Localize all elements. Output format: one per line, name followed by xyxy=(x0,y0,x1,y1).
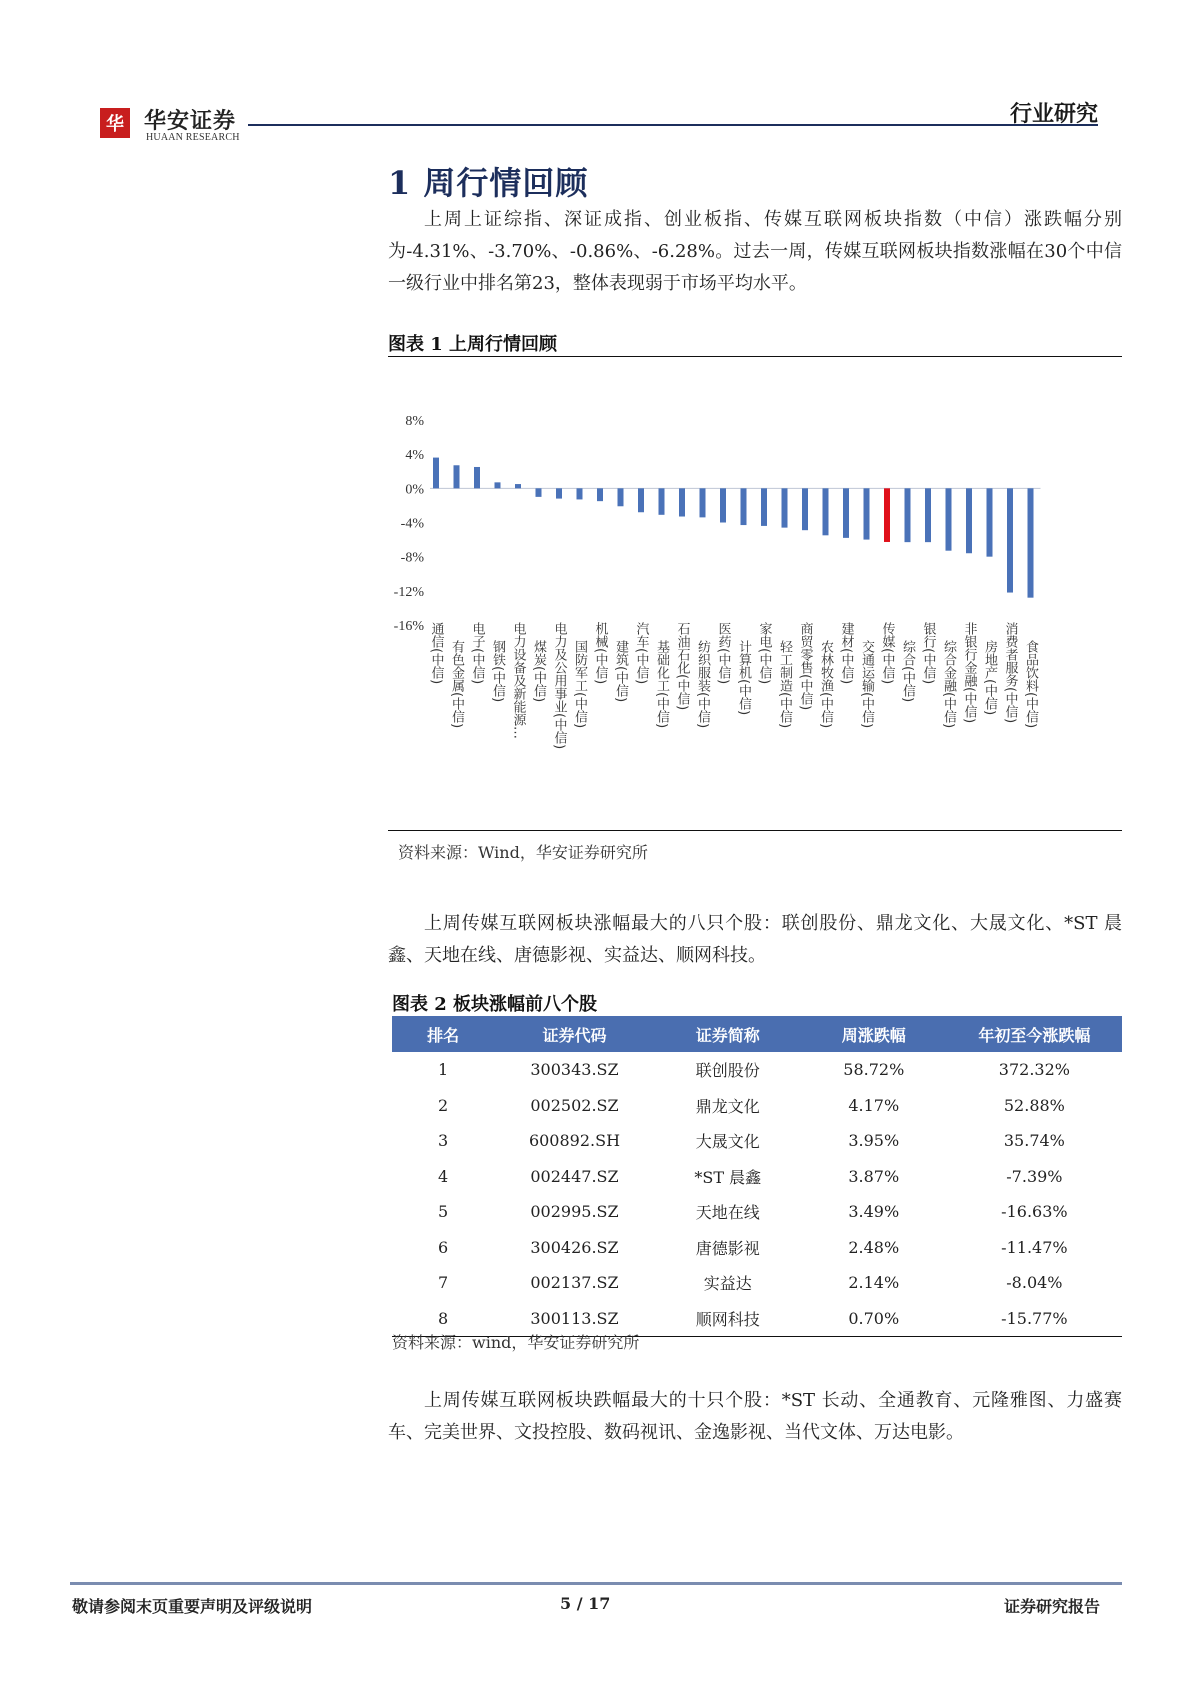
x-tick-label: 石油石化(中信) xyxy=(674,622,690,711)
table-row xyxy=(392,1230,1122,1266)
cell-rank: 2 xyxy=(438,1095,449,1115)
figure1-source: 资料来源：Wind，华安证券研究所 xyxy=(398,843,648,862)
col-week-change: 周涨跌幅 xyxy=(801,1016,947,1052)
bar-石油石化(中信) xyxy=(679,488,685,516)
table-row xyxy=(392,1052,1122,1088)
x-tick-label: 综合(中信) xyxy=(900,640,915,703)
cell-week: 3.87% xyxy=(848,1166,900,1186)
header-rule xyxy=(248,124,1098,126)
brand-logo: 华 xyxy=(100,108,130,138)
footer-disclaimer: 敬请参阅末页重要声明及评级说明 xyxy=(72,1597,313,1616)
brand-name-en: HUAAN RESEARCH xyxy=(146,132,240,143)
figure1-top-rule xyxy=(388,356,1122,357)
table-row xyxy=(392,1088,1122,1124)
x-tick-label: 建筑(中信) xyxy=(613,640,628,703)
bar-交通运输(中信) xyxy=(864,488,870,539)
cell-week: 2.14% xyxy=(848,1273,900,1293)
cell-name: *ST 晨鑫 xyxy=(694,1167,762,1187)
footer-rule xyxy=(70,1582,1122,1585)
cell-code: 300113.SZ xyxy=(494,1301,655,1337)
cell-week: 4.17% xyxy=(848,1095,900,1115)
bar-电子(中信) xyxy=(474,467,480,488)
figure1-title: 图表 1 上周行情回顾 xyxy=(388,334,558,355)
bar-电力设备及新能源… xyxy=(515,484,521,488)
cell-rank: 7 xyxy=(438,1273,449,1293)
cell-code: 002447.SZ xyxy=(530,1166,619,1186)
bar-传媒(中信) xyxy=(884,488,890,542)
cell-name: 实益达 xyxy=(703,1274,752,1294)
bar-机械(中信) xyxy=(597,488,603,501)
cell-ytd: 52.88% xyxy=(1003,1095,1065,1115)
cell-week: 0.70% xyxy=(801,1301,947,1337)
x-tick-label: 国防军工(中信) xyxy=(572,640,587,729)
col-rank: 排名 xyxy=(392,1016,494,1052)
bar-建材(中信) xyxy=(843,488,849,538)
intro-paragraph xyxy=(388,204,1122,300)
bar-商贸零售(中信) xyxy=(802,488,808,530)
cell-rank: 6 xyxy=(438,1237,449,1257)
bar-通信(中信) xyxy=(433,458,439,489)
cell-name: 鼎龙文化 xyxy=(695,1096,760,1116)
top-losers-paragraph xyxy=(388,1385,1122,1449)
cell-rank: 1 xyxy=(438,1060,449,1080)
cell-rank: 4 xyxy=(438,1166,449,1186)
figure2-source: 资料来源：wind，华安证券研究所 xyxy=(392,1333,640,1352)
y-tick-label: -4% xyxy=(400,516,424,532)
cell-rank: 5 xyxy=(438,1202,449,1222)
cell-week: 3.49% xyxy=(848,1202,900,1222)
cell-name: 唐德影视 xyxy=(695,1238,760,1258)
bar-电力及公用事业(中信) xyxy=(556,488,562,498)
bar-纺织服装(中信) xyxy=(700,488,706,517)
bar-银行(中信) xyxy=(925,488,931,542)
x-tick-label: 食品饮料(中信) xyxy=(1023,640,1038,729)
col-name: 证券简称 xyxy=(655,1016,801,1052)
bar-综合金融(中信) xyxy=(946,488,952,550)
page-number: 5 / 17 xyxy=(560,1594,611,1613)
x-tick-label: 电子(中信) xyxy=(469,622,485,685)
x-tick-label: 通信(中信) xyxy=(428,622,444,685)
cell-code: 600892.SH xyxy=(528,1131,621,1151)
bar-煤炭(中信) xyxy=(536,488,542,497)
cell-name: 天地在线 xyxy=(695,1203,760,1223)
x-tick-label: 轻工制造(中信) xyxy=(777,640,792,729)
cell-week: 2.48% xyxy=(848,1237,900,1257)
table-header-row xyxy=(392,1016,1122,1052)
y-tick-label: -12% xyxy=(393,584,424,600)
cell-code: 002137.SZ xyxy=(530,1273,619,1293)
brand-name-cn: 华安证券 xyxy=(144,108,237,134)
bar-食品饮料(中信) xyxy=(1028,488,1034,597)
cell-ytd: -11.47% xyxy=(1001,1237,1068,1257)
figure1-bottom-rule xyxy=(388,830,1122,831)
section-title: 1 周行情回顾 xyxy=(388,164,589,202)
report-type: 行业研究 xyxy=(1009,101,1098,127)
cell-ytd: -7.39% xyxy=(1006,1166,1063,1186)
figure2-title: 图表 2 板块涨幅前八个股 xyxy=(392,994,598,1015)
y-tick-label: 4% xyxy=(405,448,424,464)
cell-rank: 3 xyxy=(438,1131,449,1151)
bar-非银行金融(中信) xyxy=(966,488,972,553)
bar-计算机(中信) xyxy=(741,488,747,525)
col-ytd-change: 年初至今涨跌幅 xyxy=(947,1016,1122,1052)
bar-房地产(中信) xyxy=(987,488,993,556)
industry-return-chart xyxy=(388,392,1122,822)
x-tick-label: 基础化工(中信) xyxy=(654,640,669,729)
x-tick-label: 医药(中信) xyxy=(715,622,731,685)
table-row xyxy=(392,1123,1122,1159)
cell-name: 顺网科技 xyxy=(655,1301,801,1337)
bar-农林牧渔(中信) xyxy=(823,488,829,535)
cell-ytd: 372.32% xyxy=(998,1060,1070,1080)
bar-轻工制造(中信) xyxy=(782,488,788,527)
x-tick-label: 商贸零售(中信) xyxy=(797,622,813,711)
top-gainers-table xyxy=(392,1016,1122,1337)
y-tick-label: 8% xyxy=(405,414,424,429)
x-tick-label: 电力设备及新能源… xyxy=(510,622,526,739)
top-gainers-text: 上周传媒互联网板块涨幅最大的八只个股：联创股份、鼎龙文化、大晟文化、*ST 晨鑫、天地在线、唐德影视、实益达、顺网科技。 xyxy=(388,913,1122,966)
bar-医药(中信) xyxy=(720,488,726,522)
y-tick-label: 0% xyxy=(405,482,424,498)
table-row xyxy=(392,1159,1122,1195)
bar-国防军工(中信) xyxy=(577,488,583,499)
x-tick-label: 建材(中信) xyxy=(838,622,854,685)
x-tick-label: 农林牧渔(中信) xyxy=(818,640,833,729)
x-tick-label: 交通运输(中信) xyxy=(859,640,874,729)
table-row xyxy=(392,1194,1122,1230)
x-tick-label: 计算机(中信) xyxy=(736,640,751,716)
top-gainers-paragraph xyxy=(388,908,1122,972)
y-tick-label: -16% xyxy=(393,619,424,634)
cell-ytd: -8.04% xyxy=(1006,1273,1063,1293)
cell-rank: 8 xyxy=(392,1301,494,1337)
cell-name: 联创股份 xyxy=(695,1061,760,1081)
bar-基础化工(中信) xyxy=(659,488,665,514)
cell-code: 002502.SZ xyxy=(530,1095,619,1115)
col-code: 证券代码 xyxy=(494,1016,655,1052)
x-tick-label: 纺织服装(中信) xyxy=(695,640,710,729)
x-tick-label: 非银行金融(中信) xyxy=(961,622,977,724)
x-tick-label: 有色金属(中信) xyxy=(449,640,464,729)
cell-ytd: -16.63% xyxy=(1001,1202,1068,1222)
x-tick-label: 机械(中信) xyxy=(592,622,608,685)
cell-name: 大晟文化 xyxy=(695,1132,760,1152)
y-tick-label: -8% xyxy=(400,550,424,566)
cell-code: 002995.SZ xyxy=(530,1202,619,1222)
x-tick-label: 钢铁(中信) xyxy=(490,640,505,703)
x-tick-label: 汽车(中信) xyxy=(633,622,649,685)
table-row xyxy=(392,1265,1122,1301)
x-tick-label: 传媒(中信) xyxy=(879,622,895,685)
bar-钢铁(中信) xyxy=(495,482,501,488)
cell-ytd: 35.74% xyxy=(1003,1131,1065,1151)
intro-text: 上周上证综指、深证成指、创业板指、传媒互联网板块指数（中信）涨跌幅分别为-4.31%、-3.70%、-0.86%、-6.28%。过去一周，传媒互联网板块指数涨幅在30个中信一级行业中排名第23，整体表现弱于市场平均水平。 xyxy=(388,209,1122,294)
cell-code: 300426.SZ xyxy=(530,1237,619,1257)
bar-消费者服务(中信) xyxy=(1007,488,1013,592)
x-tick-label: 消费者服务(中信) xyxy=(1002,622,1018,724)
footer-doc-type: 证券研究报告 xyxy=(1003,1597,1100,1616)
top-losers-text: 上周传媒互联网板块跌幅最大的十只个股：*ST 长动、全通教育、元隆雅图、力盛赛车、完美世界、文投控股、数码视讯、金逸影视、当代文体、万达电影。 xyxy=(388,1390,1122,1443)
bar-家电(中信) xyxy=(761,488,767,526)
cell-ytd: -15.77% xyxy=(947,1301,1122,1337)
x-tick-label: 家电(中信) xyxy=(756,622,772,685)
x-tick-label: 电力及公用事业(中信) xyxy=(551,622,567,750)
bar-综合(中信) xyxy=(905,488,911,542)
cell-week: 58.72% xyxy=(843,1060,905,1080)
x-tick-label: 综合金融(中信) xyxy=(941,640,956,729)
x-tick-label: 房地产(中信) xyxy=(982,640,997,716)
x-tick-label: 银行(中信) xyxy=(920,622,936,685)
bar-建筑(中信) xyxy=(618,488,624,506)
x-tick-label: 煤炭(中信) xyxy=(531,640,546,703)
bar-汽车(中信) xyxy=(638,488,644,512)
bar-有色金属(中信) xyxy=(454,465,460,488)
cell-code: 300343.SZ xyxy=(530,1060,619,1080)
cell-week: 3.95% xyxy=(848,1131,900,1151)
